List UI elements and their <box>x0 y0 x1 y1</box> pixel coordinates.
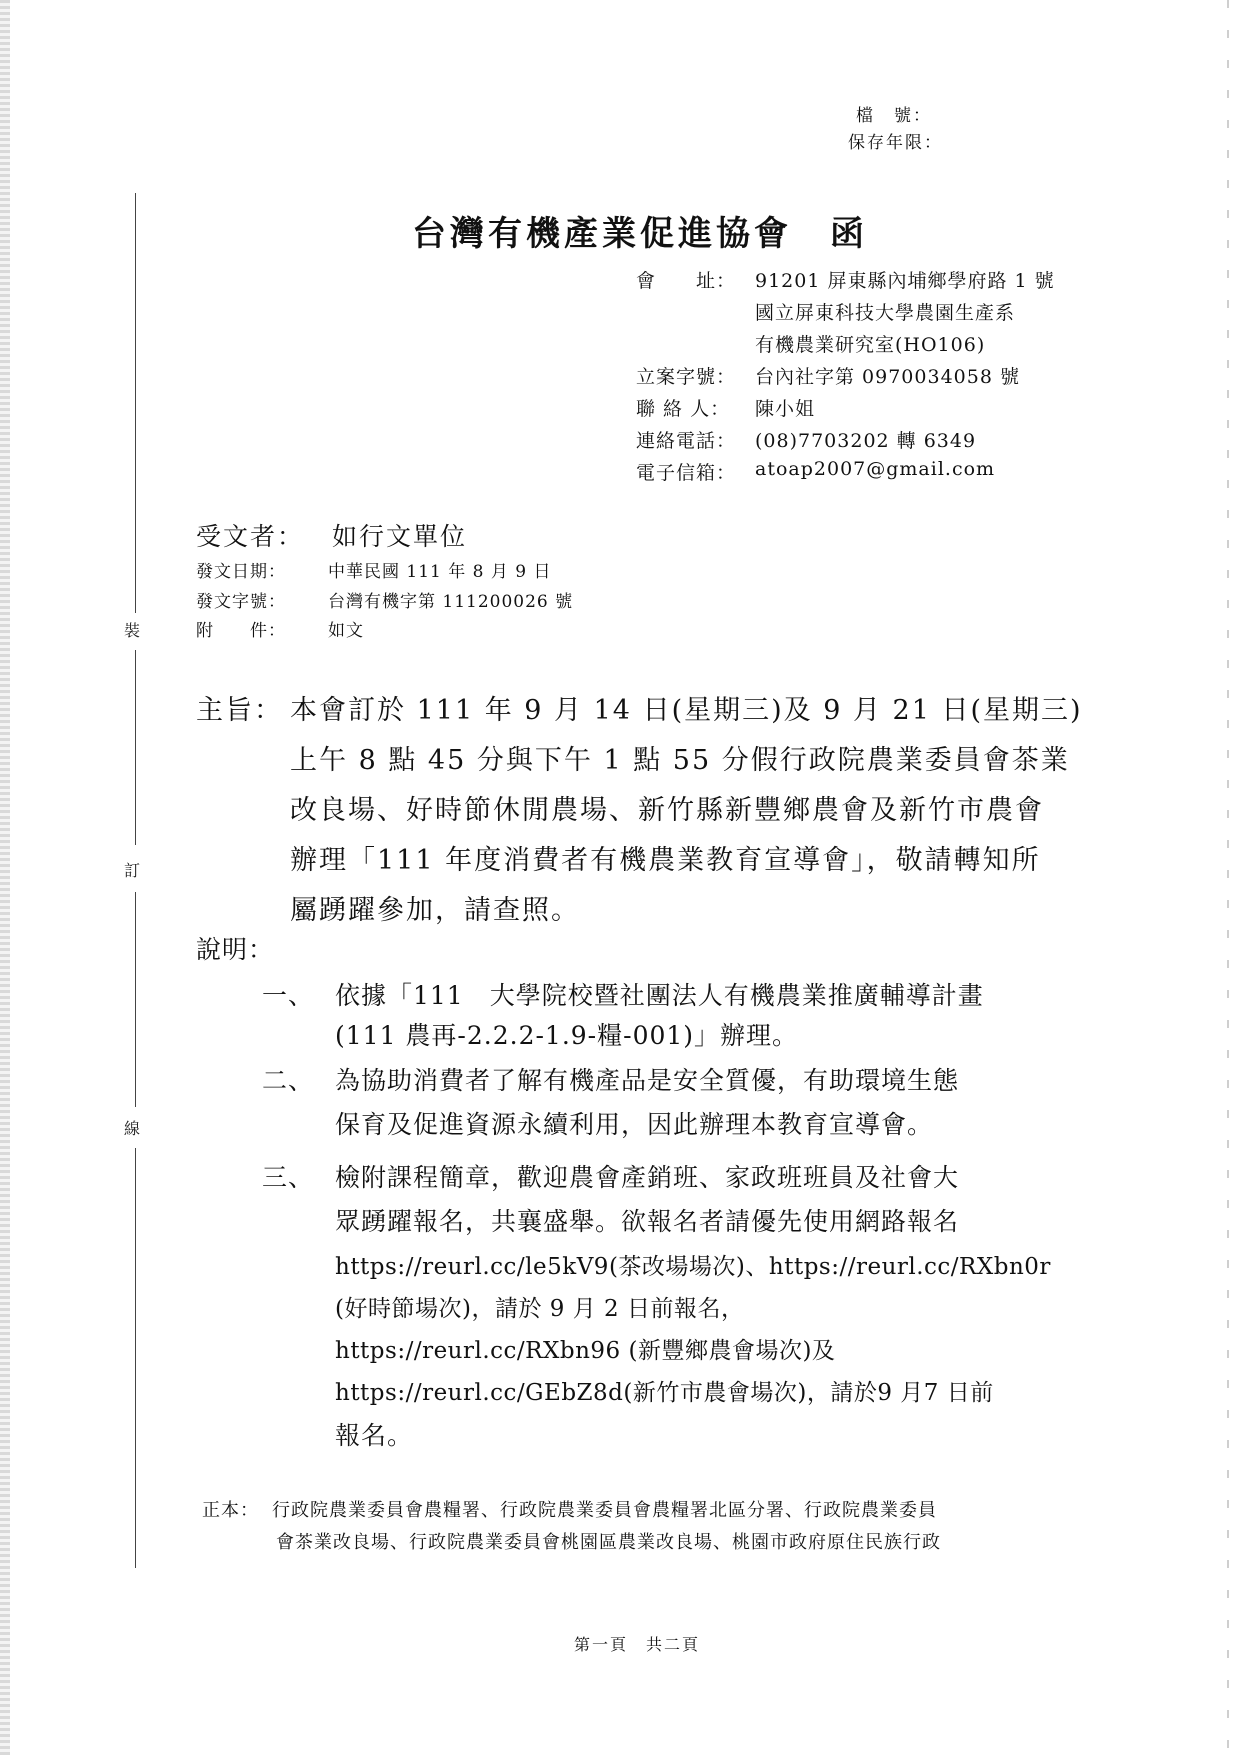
registration-label: 立案字號： <box>636 366 737 388</box>
attachment-label: 附 件： <box>196 621 286 641</box>
explanation-item-3-line-7: 報名。 <box>335 1421 414 1450</box>
binding-mark-ding: 訂 <box>124 861 141 880</box>
subject-line-5: 屬踴躍參加，請查照。 <box>290 895 580 926</box>
issue-number-value: 台灣有機字第 111200026 號 <box>328 592 574 612</box>
contact-label: 聯 絡 人： <box>636 398 731 420</box>
email-value: atoap2007@gmail.com <box>755 458 996 480</box>
subject-line-3: 改良場、好時節休閒農場、新竹縣新豐鄉農會及新竹市農會 <box>290 795 1044 826</box>
address-line-1: 91201 屏東縣內埔鄉學府路 1 號 <box>755 270 1055 292</box>
recipient-value: 如行文單位 <box>332 522 468 551</box>
explanation-label: 說明： <box>196 935 275 964</box>
document-title: 台灣有機產業促進協會 函 <box>412 214 868 254</box>
binding-line-mid1 <box>135 650 136 845</box>
file-number-label: 檔 號： <box>856 106 932 126</box>
explanation-item-3-line-1: 檢附課程簡章，歡迎農會產銷班、家政班班員及社會大 <box>335 1163 960 1192</box>
retention-label: 保存年限： <box>848 133 943 153</box>
page-number: 第一頁 共二頁 <box>574 1635 701 1654</box>
address-line-2: 國立屏東科技大學農園生產系 <box>755 302 1016 324</box>
copies-line-1: 行政院農業委員會農糧署、行政院農業委員會農糧署北區分署、行政院農業委員 <box>272 1500 937 1521</box>
contact-value: 陳小姐 <box>755 398 816 420</box>
subject-line-1: 本會訂於 111 年 9 月 14 日(星期三)及 9 月 21 日(星期三) <box>290 695 1083 726</box>
explanation-item-2-marker: 二、 <box>262 1066 315 1095</box>
copies-line-2: 會茶業改良場、行政院農業委員會桃園區農業改良場、桃園市政府原住民族行政 <box>276 1532 941 1553</box>
explanation-item-3-line-2: 眾踴躍報名，共襄盛舉。欲報名者請優先使用網路報名 <box>335 1207 960 1236</box>
phone-value: (08)7703202 轉 6349 <box>755 430 977 452</box>
binding-mark-zhuang: 裝 <box>124 621 141 640</box>
subject-label: 主旨： <box>196 695 283 726</box>
scan-right-edge <box>1227 0 1229 1755</box>
explanation-item-2-line-1: 為協助消費者了解有機產品是安全質優，有助環境生態 <box>335 1066 960 1095</box>
registration-link-line-3[interactable]: https://reurl.cc/RXbn96 (新豐鄉農會場次)及 <box>335 1338 836 1364</box>
issue-date-label: 發文日期： <box>196 562 286 582</box>
registration-link-line-1[interactable]: https://reurl.cc/le5kV9(茶改場場次)、https://reurl.cc/RXbn0r <box>335 1254 1051 1280</box>
explanation-item-3-marker: 三、 <box>262 1163 315 1192</box>
subject-line-4: 辦理「111 年度消費者有機農業教育宣導會」，敬請轉知所 <box>290 845 1041 876</box>
registration-link-line-2: (好時節場次)，請於 9 月 2 日前報名， <box>335 1296 745 1322</box>
binding-line-mid2 <box>135 892 136 1107</box>
address-label: 會 址： <box>636 270 737 292</box>
registration-link-line-4[interactable]: https://reurl.cc/GEbZ8d(新竹市農會場次)，請於9 月7 日前 <box>335 1380 994 1406</box>
issue-number-label: 發文字號： <box>196 592 286 612</box>
phone-label: 連絡電話： <box>636 430 737 452</box>
copies-label: 正本： <box>202 1500 259 1521</box>
binding-mark-xian: 線 <box>124 1119 141 1138</box>
issue-date-value: 中華民國 111 年 8 月 9 日 <box>328 562 552 582</box>
email-label: 電子信箱： <box>636 462 737 484</box>
recipient-label: 受文者： <box>196 522 305 551</box>
explanation-item-2-line-2: 保育及促進資源永續利用，因此辦理本教育宣導會。 <box>335 1110 934 1139</box>
attachment-value: 如文 <box>328 621 364 641</box>
explanation-item-1-line-2: (111 農再-2.2.2-1.9-糧-001)」辦理。 <box>335 1021 799 1050</box>
address-line-3: 有機農業研究室(HO106) <box>755 334 986 356</box>
explanation-item-1-line-1: 依據「111 大學院校暨社團法人有機農業推廣輔導計畫 <box>335 981 984 1010</box>
binding-line-bottom <box>135 1148 136 1568</box>
scan-left-edge <box>0 0 10 1755</box>
registration-value: 台內社字第 0970034058 號 <box>755 366 1020 388</box>
explanation-item-1-marker: 一、 <box>262 981 315 1010</box>
binding-line-top <box>135 193 136 613</box>
subject-line-2: 上午 8 點 45 分與下午 1 點 55 分假行政院農業委員會茶業 <box>290 745 1070 776</box>
